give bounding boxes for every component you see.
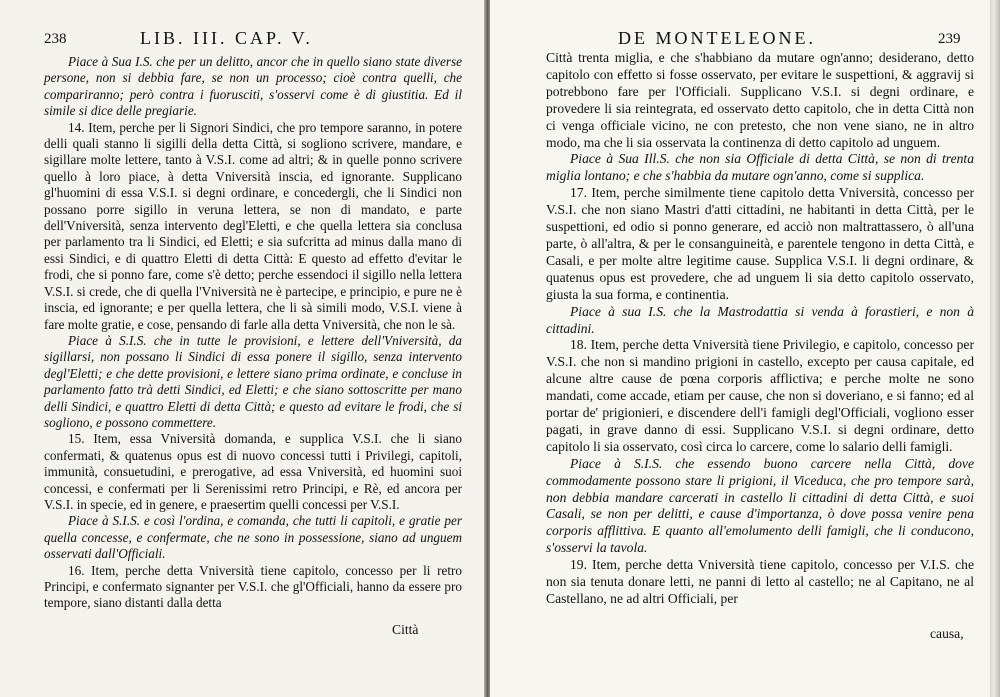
text-block-2: 17. Item, perche similmente tiene capitolo detta Vniversità, concesso per V.S.I. che non siano Mastri d'atti cittadini, ne habitanti in detta Città, per le suspettioni, ed odio si ponno generare, ed acciò non maltrattassero, ò all'una parte, ò all'altra, & per le consanguineità, e parentele tengono in detta Città, e Casali, e per molte altre legitime cause. Supplica V.S.I. li degni ordinare, & quatenus opus est provedere, che ad unguem li sia detto capitolo osservato, giusta la sua forma, e continentia.	[546, 185, 974, 302]
page-edge	[990, 0, 1000, 697]
text-block-5: 16. Item, perche detta Vniversità tiene capitolo, concesso per li retro Principi, e confermato signanter per V.S.I. che gl'Officiali, hanno da essere pro tempore, siano distanti dalla detta	[44, 562, 462, 611]
text-block-6: 19. Item, perche detta Vniversità tiene capitolo, concesso per V.I.S. che non sia tenuta donare letti, ne panni di letto al castello; ne al Capitano, ne al Castellano, ne ad altri Officiali, per	[546, 557, 974, 606]
text-block-0: Città trenta miglia, e che s'habbiano da mutare ogn'anno; desiderano, detto capitolo con effetto si fosse osservato, per evitare le suspettioni, & aggravij si potrebbono fare per l'Officiali. Supplicano V.S.I. si degni ordinare, e provedere li sia reintegrata, ed osservato detto capitolo, che in detta Città non ci venga officiale vicino, ne con pretesto, che non vene siano, ne in altro modo, ma che li sia osservata la continenza di detto capitolo ad unguem.	[546, 50, 974, 150]
text-block-3: Piace à sua I.S. che la Mastrodattia si venda à forastieri, e non à cittadini.	[546, 303, 974, 336]
text-block-1: 14. Item, perche per li Signori Sindici, che pro tempore saranno, in potere delli quali stanno li sigilli della detta Città, si sogliono scrivere, mandare, e sigillare molte lettere, tanto à V.S.I. come ad altri; & in quelle ponno scrivere quello à loro piace, à detta Vniversità inscia, ed ignorante. Supplicano gl'huomini di essa V.S.I. si degni ordinare, e concedergli, che li Sindici non possano porre sigillo in veruna lettera, se non di mandato, e parte dell'Vniversità, senza intervento degl'Eletti, e che quella lettera sia conclusa per parlamento tra li Sindici, ed Eletti; e sia sufcritta ad minus dalla mano di essi Sindici, e di quattro Eletti di detta Città: E questo ad effetto d'evitar le frodi, che si ponno fare, come s'è detto; perche essendoci il sigillo nella lettera V.S.I. si crede, che di quella l'Vniversità ne è partecipe, e principio, e pure ne è inscia, ed ignorante; e per quella lettera, che li sà simili modo, V.S.I. viene à fare molte gratie, e cose, pensando di farle alla detta Vniversità, che non le sà.	[44, 119, 462, 332]
text-block-4: 18. Item, perche detta Vniversità tiene Privilegio, e capitolo, concesso per V.S.I. che non si mandino prigioni in castello, excepto per causa capitale, ed alcune altre cause de pœna corporis afflictiva; e perche molte ne sono mandati, come accade, etiam per cause, che non si doveriano, e si fanno; ed al portar de' prigionieri, e discendere dell'i famigli degl'Officiali, vogliono esser pagati, in grave danno di essi. Supplicano V.S.I. si degni ordinare, detto capitolo li sia osservato, così circa lo carcere, come lo salario delli famigli.	[546, 337, 974, 454]
running-head: LIB. III. CAP. V.	[140, 28, 313, 48]
right-page-text	[546, 50, 974, 608]
text-block-1: Piace à Sua Ill.S. che non sia Officiale di detta Città, se non di trenta miglia lontano; e che s'habbia da mutare ogn'anno, come si supplica.	[546, 151, 974, 184]
running-head: DE MONTELEONE.	[618, 28, 816, 48]
text-block-0: Piace à Sua I.S. che per un delitto, ancor che in quello siano state diverse persone, non si debbia fare, se non un processo; cioè contra quelli, che compariranno; però contra i fuorusciti, s'osservi come è di giustitia. Ed il simile si dice delle pregiarie.	[44, 54, 462, 119]
catchword: Città	[392, 622, 419, 637]
right-page	[490, 0, 998, 697]
left-page	[0, 0, 486, 697]
left-page-text	[44, 54, 462, 612]
catchword: causa,	[930, 626, 964, 641]
left-page-header	[44, 28, 464, 54]
page-number: 239	[938, 31, 961, 47]
text-block-3: 15. Item, essa Vniversità domanda, e supplica V.S.I. che li siano confermati, & quatenus opus est di nuovo concessi tutti i Privilegi, capitoli, immunità, consuetudini, e prerogative, ad essa Vniversità, ed huomini suoi concessi, e confermati per li Serenissimi retro Principi, e Rè, ed ancora per V.S.I. in specie, ed in genere, e praesertim quelli concessi per V.S.I.	[44, 431, 462, 512]
text-block-5: Piace à S.I.S. che essendo buono carcere nella Città, dove commodamente possono stare li prigioni, il Viceduca, che pro tempore sarà, non debbia mandare carcerati in castello li cittadini di detta Città, e suoi Casali, se non per delitti, e cause d'importanza, ò dove possa venire pena corporis afflittiva. E quanto all'emolumento delli famigli, che li conducono, s'osservi la tavola.	[546, 455, 974, 556]
text-block-2: Piace à S.I.S. che in tutte le provisioni, e lettere dell'Vniversità, da sigillarsi, non possano li Sindici di essa ponere il sigillo, senza intervento degl'Eletti; e che dette provisioni, e lettere siano prima ordinate, e concluse in parlamento fatto trà detti Sindici, ed Eletti; e che siano sottoscritte per mano delli Sindici, e quattro Eletti di detta Città; e questo ad evitare le frodi, che si sogliono, e possono commettere.	[44, 332, 462, 430]
text-block-4: Piace à S.I.S. e così l'ordina, e comanda, che tutti li capitoli, e gratie per quella concesse, e confermate, che ne sono in possessione, siano ad unguem osservati dall'Officiali.	[44, 513, 462, 562]
page-number: 238	[44, 31, 67, 47]
